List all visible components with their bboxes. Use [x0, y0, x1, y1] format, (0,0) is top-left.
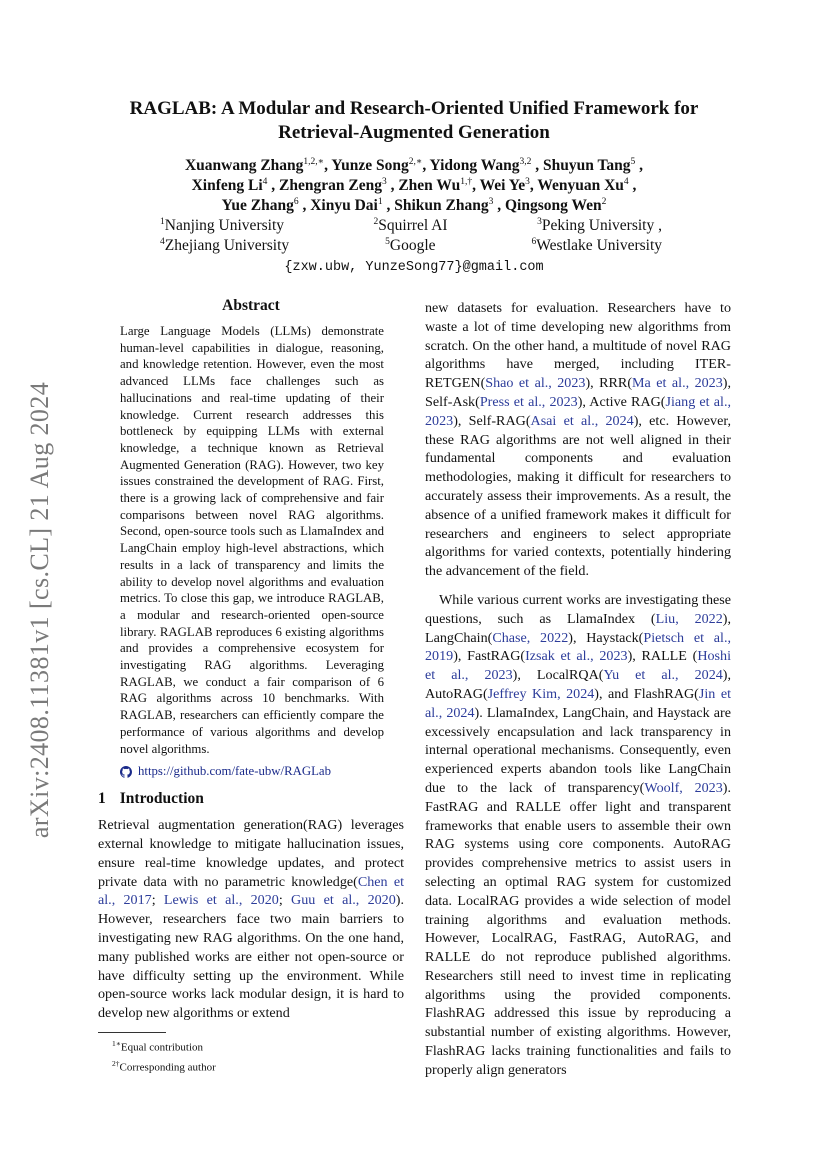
- section-heading-introduction: [98, 790, 404, 808]
- text-run: new datasets for evaluation. Researchers have to waste a lot of time developing new algorithms from scratch. On the other hand, a multitude of novel RAG algorithms have merged, including ITER-RETGEN(: [425, 300, 731, 392]
- author-line: [90, 156, 738, 176]
- author-separator: ,: [267, 177, 280, 194]
- affiliation: [532, 236, 662, 256]
- affiliation-name: Peking University ,: [541, 217, 662, 234]
- author-affiliation-mark: 6: [293, 197, 299, 207]
- affiliation-row: [90, 216, 738, 236]
- author-affiliation-mark: 2: [601, 197, 607, 207]
- author-separator: ,: [531, 157, 544, 174]
- right-column: [425, 299, 731, 1080]
- affiliation-mark: 6: [531, 237, 537, 247]
- affiliation: [537, 216, 662, 236]
- paper-title: RAGLAB: A Modular and Research-Oriented Unified Framework for Retrieval-Augmented Generation: [129, 98, 699, 143]
- text-run: ), LocalRQA(: [512, 667, 604, 684]
- text-run: ), AutoRAG(: [425, 667, 732, 702]
- citation-link[interactable]: Press et al., 2023: [479, 393, 578, 410]
- github-icon: [120, 766, 132, 778]
- author-separator: ,: [472, 177, 480, 194]
- text-run: ), Self-Ask(: [425, 375, 731, 410]
- abstract-text: Large Language Models (LLMs) demonstrate human-level capabilities in dialogue, reasoning, and knowledge retention. However, even the most advanced LLMs face challenges such as hallucinations and real-time updating of their knowledge. Current research addresses this bottleneck by equipping LLMs with external knowledge, a technique known as Retrieval Augmented Generation (RAG). However, two key issues constrained the development of RAG. First, there is a growing lack of comprehensive and fair comparisons between novel RAG algorithms. Second, open-source tools such as LlamaIndex and LangChain employ high-level abstractions, which results in a lack of transparency and limits the ability to develop novel algorithms and evaluation metrics. To close this gap, we introduce RAGLAB, a modular and research-oriented open-source library. RAGLAB reproduces 6 existing algorithms and provides a comprehensive ecosystem for investigating RAG algorithms. Leveraging RAGLAB, we conduct a fair comparison of 6 RAG algorithms across 10 benchmarks. With RAGLAB, researchers can efficiently compare the performance of various algorithms and develop novel algorithms.: [120, 324, 384, 756]
- text-run: ), LangChain(: [425, 610, 731, 646]
- footnote-text: Equal contribution: [120, 1041, 204, 1054]
- citation-link[interactable]: Jin et al., 2024: [425, 685, 731, 721]
- citation-link[interactable]: Asai et al., 2024: [530, 412, 634, 429]
- affiliation-mark: 3: [537, 217, 542, 227]
- author-separator: ,: [382, 197, 395, 214]
- citation-link[interactable]: Jiang et al., 2023: [425, 393, 731, 429]
- text-run: ), FastRAG(: [453, 648, 526, 665]
- author-name: Zhen Wu: [398, 177, 461, 194]
- affiliation-name: Nanjing University: [164, 217, 284, 234]
- affiliation: [160, 216, 284, 236]
- text-run: ), RRR(: [585, 375, 633, 392]
- paper-header: [90, 97, 738, 278]
- footnote-mark: 2†: [112, 1058, 120, 1068]
- arxiv-sidebar-stamp: [22, 360, 58, 860]
- author-affiliation-mark: 3: [525, 177, 530, 187]
- author-name: Shikun Zhang: [394, 197, 489, 214]
- citation-link[interactable]: Liu, 2022: [655, 610, 723, 627]
- citation-link[interactable]: Chase, 2022: [492, 629, 569, 646]
- author-name: Xuanwang Zhang: [184, 157, 304, 174]
- text-run: ), Haystack(: [568, 629, 644, 646]
- text-run: ;: [151, 892, 164, 909]
- text-run: ). LlamaIndex, LangChain, and Haystack are excessively encapsulation and lack transparency in internal operational mechanisms. Consequently, even experienced experts abandon tools like LangChain due to the lack of transparency(: [425, 704, 731, 796]
- footnote-divider: [98, 1032, 166, 1033]
- text-run: ), RALLE (: [627, 648, 698, 665]
- author-line: [90, 196, 738, 216]
- affiliation: [374, 216, 448, 236]
- author-affiliation-mark: 5: [630, 157, 636, 167]
- text-run: ), etc. However, these RAG algorithms are not well aligned in their fundamental components and evaluation methodologies, making it difficult for researchers to accurately assess their improvements. As a result, the absence of a unified framework makes it difficult for researchers and engineers to select appropriate algorithms for varied contexts, potentially hindering the advancement of the field.: [425, 412, 731, 580]
- author-affiliation-mark: 3: [488, 197, 494, 207]
- footnote: [112, 1056, 404, 1076]
- author-name: Wenyuan Xu: [537, 177, 624, 194]
- author-separator: ,: [493, 197, 505, 214]
- affiliation-mark: 2: [373, 217, 379, 227]
- citation-link[interactable]: Chen et al., 2017: [98, 873, 404, 909]
- author-name: Wei Ye: [479, 177, 526, 194]
- author-affiliation-mark: 1,†: [460, 177, 473, 187]
- citation-link[interactable]: Lewis et al., 2020: [163, 892, 279, 909]
- intro-paragraph-1: [98, 816, 404, 1023]
- github-link[interactable]: [120, 764, 404, 779]
- affiliation-mark: 1: [160, 217, 165, 227]
- affiliation: [385, 236, 435, 256]
- author-list: [90, 156, 738, 216]
- text-run: ). FastRAG and RALLE offer light and transparent frameworks that enable users to assemble their own RAG systems using core components. AutoRAG provides comprehensive metrics to assist users in selecting an optimal RAG system for customized data. LocalRAG provides a wide selection of model training algorithms and evaluation methods. However, LocalRAG, FastRAG, AutoRAG, and RALLE do not reproduce published algorithms. Researchers still need to invest time in replicating algorithms using the provided components. FlashRAG addressed this issue by reproducing a substantial number of existing algorithms. However, FlashRAG lacks training functionalities and fails to properly align generators: [425, 779, 731, 1078]
- github-url[interactable]: https://github.com/fate-ubw/RAGLab: [138, 764, 331, 779]
- author-name: Shuyun Tang: [543, 157, 631, 174]
- affiliation-row: [90, 236, 738, 256]
- author-separator: ,: [529, 177, 538, 194]
- author-name: Xinyu Dai: [310, 197, 378, 214]
- text-run: ), Self-RAG(: [453, 412, 531, 429]
- abstract-heading: Abstract: [222, 297, 280, 314]
- arxiv-identifier: arXiv:2408.11381v1 [cs.CL] 21 Aug 2024: [25, 381, 54, 839]
- author-affiliation-mark: 3,2: [519, 157, 532, 167]
- citation-link[interactable]: Izsak et al., 2023: [525, 648, 628, 665]
- text-run: ), and FlashRAG(: [594, 685, 699, 702]
- affiliation: [160, 236, 289, 256]
- citation-link[interactable]: Hoshi et al., 2023: [425, 648, 732, 684]
- citation-link[interactable]: Guu et al., 2020: [291, 892, 396, 909]
- author-separator: ,: [422, 157, 430, 174]
- author-affiliation-mark: 4: [262, 177, 268, 187]
- author-separator: ,: [635, 157, 644, 174]
- author-affiliation-mark: 1: [377, 197, 383, 207]
- section-title: Introduction: [119, 790, 204, 808]
- text-run: ). However, researchers face two main barriers to investigating new RAG algorithms. On the one hand, many published works are either not open-source or have difficulty setting up the environment. While open-source works lack modular design, it is hard to develop new algorithms or extend: [98, 892, 404, 1022]
- author-name: Yue Zhang: [221, 197, 294, 214]
- author-affiliation-mark: 1,2,∗: [303, 157, 325, 167]
- author-separator: ,: [386, 177, 399, 194]
- contact-email: {zxw.ubw, YunzeSong77}@gmail.com: [284, 260, 544, 275]
- left-column: [98, 297, 404, 1075]
- citation-link[interactable]: Ma et al., 2023: [632, 375, 723, 392]
- footnote-text: Corresponding author: [119, 1061, 216, 1074]
- citation-link[interactable]: Pietsch et al., 2019: [425, 629, 731, 665]
- citation-link[interactable]: Jeffrey Kim, 2024: [487, 685, 595, 702]
- author-name: Qingsong Wen: [504, 197, 602, 214]
- affiliation-name: Zhejiang University: [164, 237, 290, 254]
- text-run: ;: [278, 892, 292, 909]
- author-name: Yidong Wang: [429, 157, 520, 174]
- affiliation-name: Google: [389, 237, 436, 254]
- intro-paragraph-2: [425, 299, 731, 581]
- affiliation-list: [90, 216, 738, 256]
- text-run: Retrieval augmentation generation(RAG) leverages external knowledge to mitigate hallucination issues, ensure real-time knowledge updates, and protect private data with no parametric knowledge(: [98, 817, 404, 890]
- footnote: [112, 1036, 404, 1056]
- affiliation-mark: 4: [160, 237, 165, 247]
- author-name: Zhengran Zeng: [279, 177, 382, 194]
- author-separator: ,: [324, 157, 332, 174]
- author-affiliation-mark: 3: [381, 177, 387, 187]
- author-affiliation-mark: 2,∗: [408, 157, 423, 167]
- author-separator: ,: [628, 177, 637, 194]
- footnotes: [98, 1036, 404, 1075]
- author-line: [90, 176, 738, 196]
- affiliation-name: Westlake University: [536, 237, 662, 254]
- citation-link[interactable]: Shao et al., 2023: [485, 375, 586, 392]
- text-run: ), Active RAG(: [577, 393, 666, 410]
- section-number: 1: [98, 790, 106, 808]
- text-run: While various current works are investigating these questions, such as LlamaIndex (: [425, 591, 731, 627]
- footnote-mark: 1∗: [112, 1039, 121, 1049]
- citation-link[interactable]: Yu et al., 2024: [603, 667, 723, 684]
- author-name: Yunze Song: [331, 157, 409, 174]
- author-name: Xinfeng Li: [191, 177, 263, 194]
- author-affiliation-mark: 4: [623, 177, 629, 187]
- citation-link[interactable]: Woolf, 2023: [644, 779, 723, 796]
- affiliation-mark: 5: [385, 237, 390, 247]
- intro-paragraph-3: [425, 591, 731, 1080]
- affiliation-name: Squirrel AI: [378, 217, 448, 234]
- author-separator: ,: [298, 197, 311, 214]
